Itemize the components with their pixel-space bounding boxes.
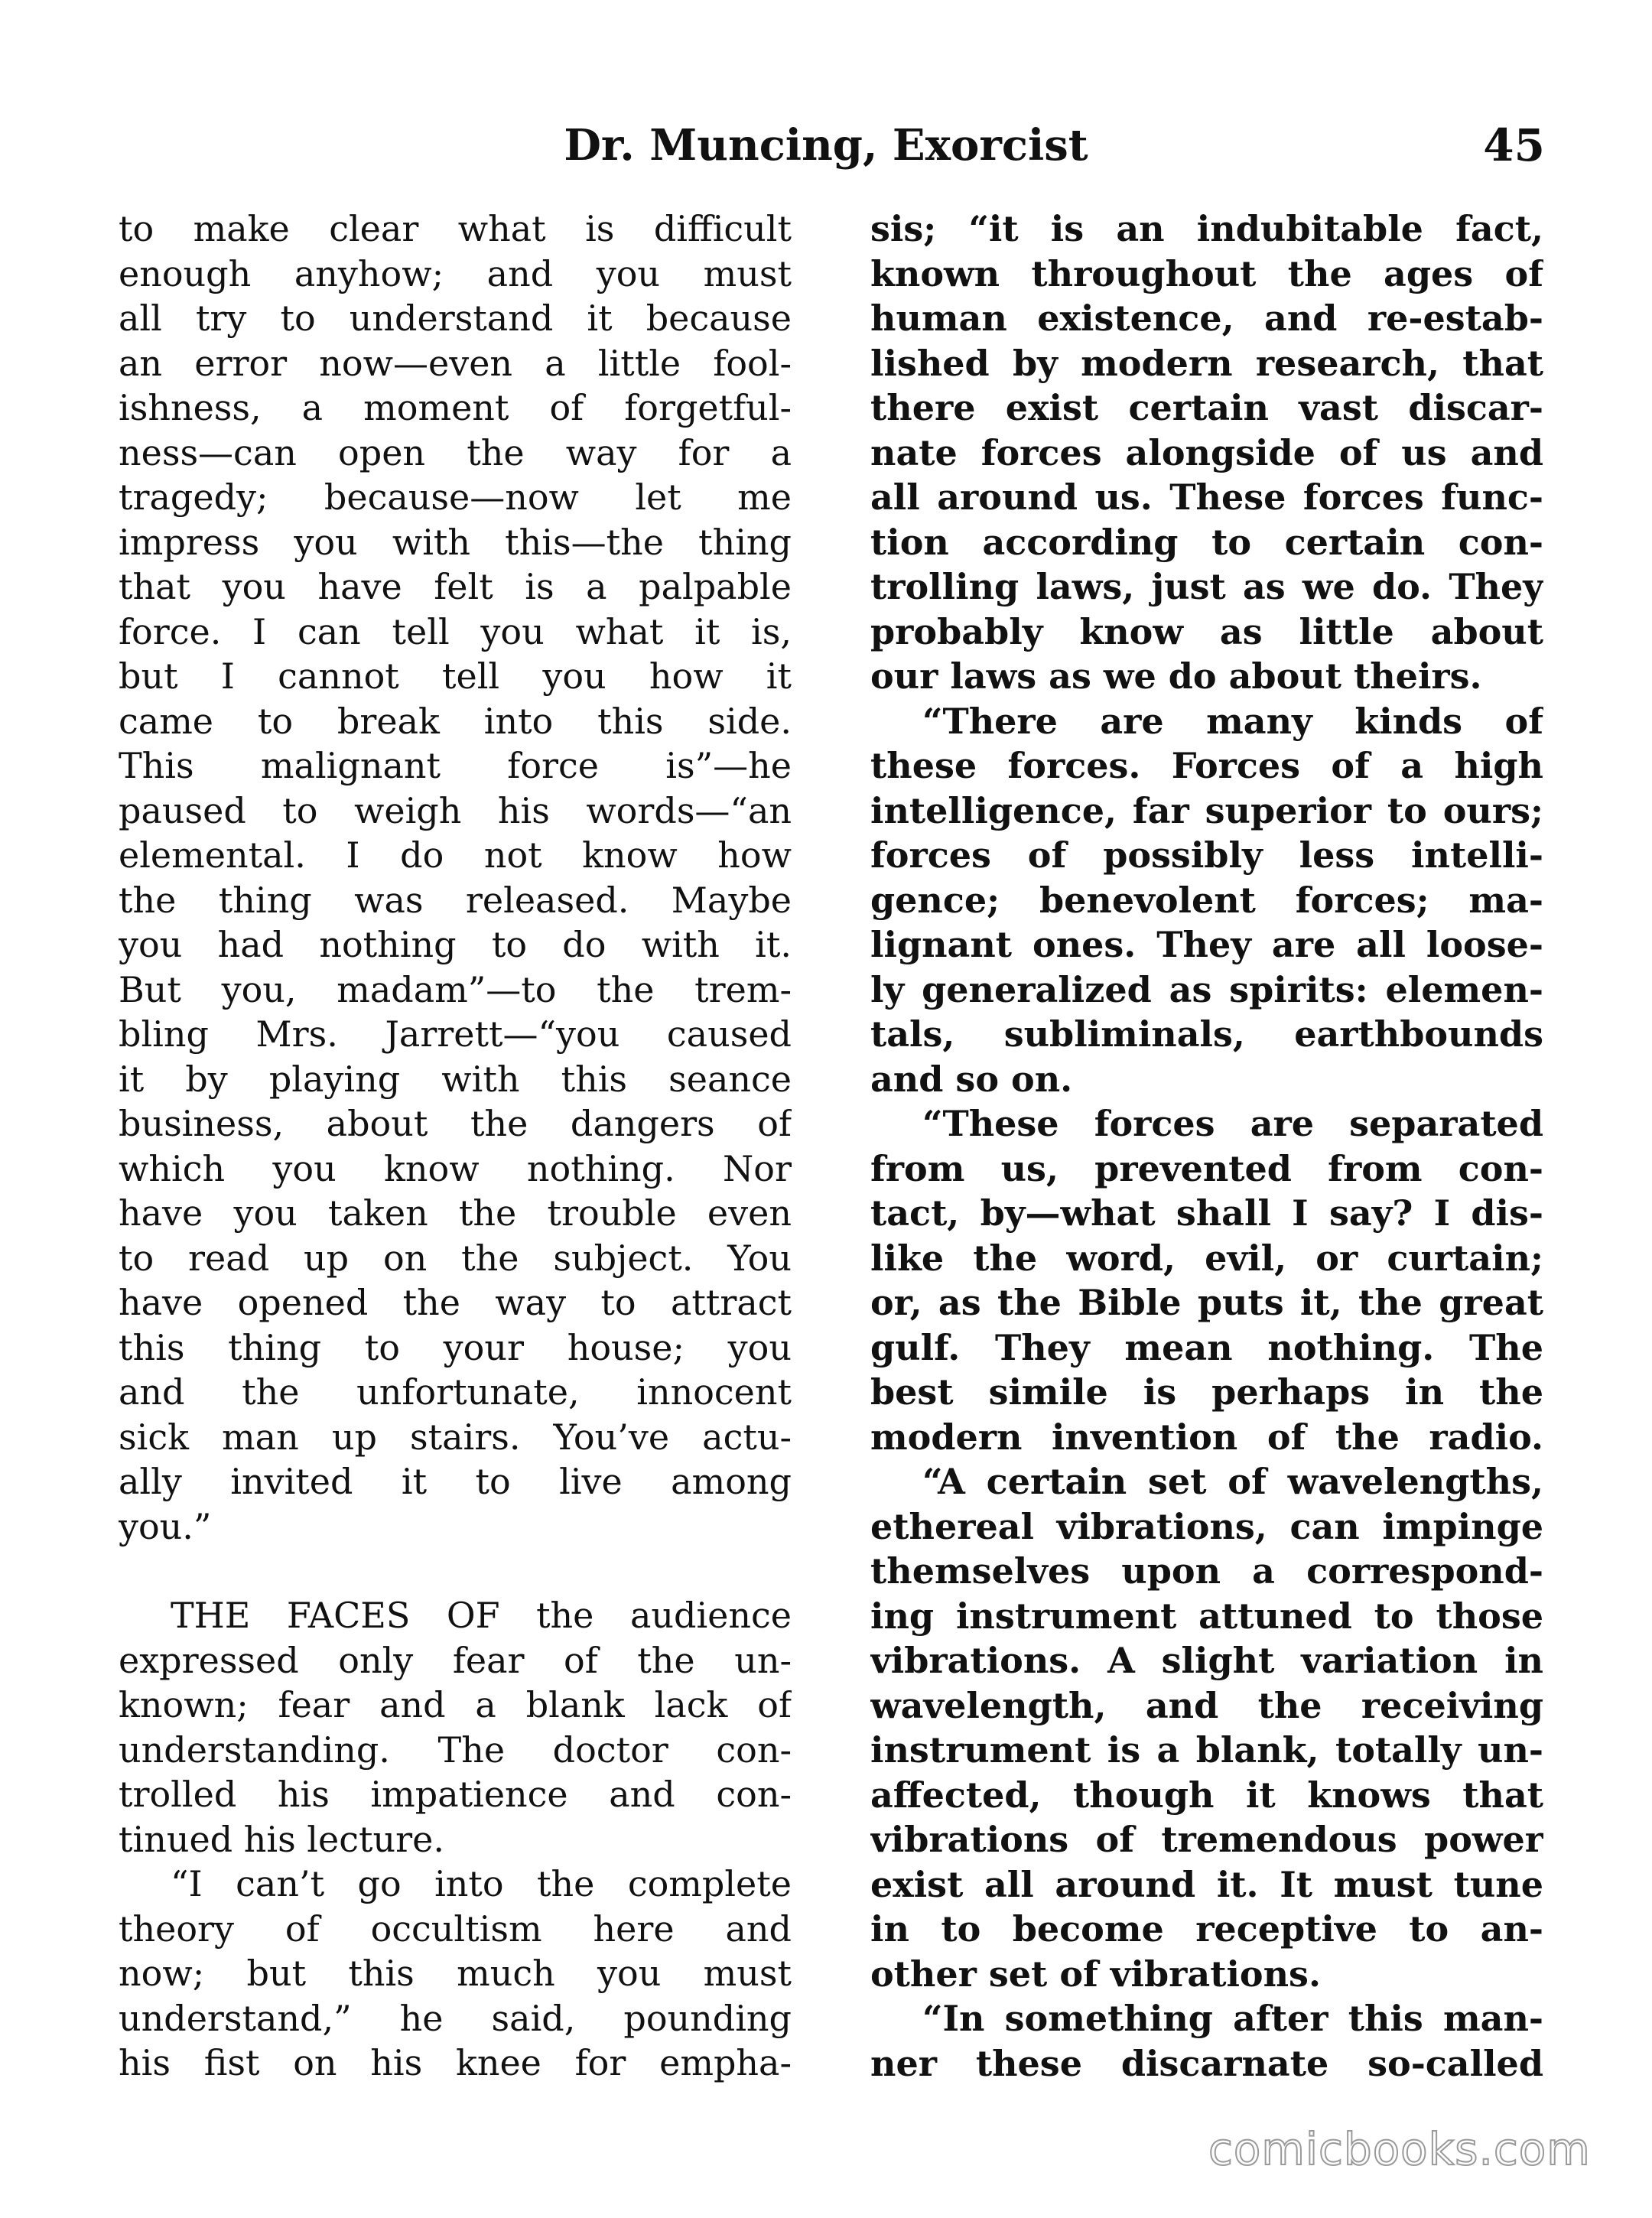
text-line: intelligence, far superior to ours;: [870, 789, 1543, 831]
text-line: modern invention of the radio.: [870, 1416, 1543, 1458]
text-line: ly generalized as spirits: elemen-: [870, 968, 1543, 1010]
text-line: like the word, evil, or curtain;: [870, 1237, 1543, 1279]
text-line: expressed only fear of the un-: [119, 1639, 792, 1681]
text-line: tragedy; because—now let me: [119, 476, 792, 518]
text-line: have opened the way to attract: [119, 1282, 792, 1323]
text-line: vibrations of tremendous power: [870, 1819, 1543, 1860]
text-line: ishness, a moment of forgetful-: [119, 387, 792, 428]
text-line: all try to understand it because: [119, 298, 792, 339]
text-line: affected, though it knows that: [870, 1774, 1543, 1816]
text-line: probably know as little about: [870, 610, 1543, 652]
text-line: his fist on his knee for empha-: [119, 2042, 792, 2083]
text-line: “There are many kinds of: [922, 700, 1543, 742]
text-line: “In something after this man-: [922, 1998, 1543, 2039]
text-line: tals, subliminals, earthbounds: [870, 1013, 1543, 1055]
text-line: our laws as we do about theirs.: [870, 655, 1482, 697]
text-line: enough anyhow; and you must: [119, 252, 792, 294]
text-line: have you taken the trouble even: [119, 1192, 792, 1234]
text-line: trolling laws, just as we do. They: [870, 566, 1543, 607]
text-line: this thing to your house; you: [119, 1326, 792, 1368]
text-line: understand,” he said, pounding: [119, 1997, 792, 2039]
text-line: But you, madam”—to the trem-: [119, 968, 792, 1010]
text-line: ner these discarnate so-called: [870, 2042, 1543, 2084]
text-line: paused to weigh his words—“an: [119, 789, 792, 831]
text-line: tion according to certain con-: [870, 521, 1543, 563]
text-line: impress you with this—the thing: [119, 521, 792, 563]
text-line: ing instrument attuned to those: [870, 1595, 1543, 1637]
text-line: sis; “it is an indubitable fact,: [870, 208, 1543, 249]
text-line: ness—can open the way for a: [119, 431, 792, 473]
text-line: human existence, and re-estab-: [870, 298, 1543, 339]
text-line: known throughout the ages of: [870, 252, 1543, 294]
left-text-column: [119, 207, 792, 2086]
text-line: exist all around it. It must tune: [870, 1863, 1543, 1905]
text-line: tact, by—what shall I say? I dis-: [870, 1192, 1543, 1234]
text-line: and the unfortunate, innocent: [119, 1371, 792, 1413]
text-line: themselves upon a correspond-: [870, 1550, 1543, 1592]
text-line: best simile is perhaps in the: [870, 1371, 1543, 1413]
text-line: understanding. The doctor con-: [119, 1729, 792, 1771]
text-line: “I can’t go into the complete: [171, 1863, 792, 1904]
text-line: an error now—even a little fool-: [119, 342, 792, 384]
text-line: or, as the Bible puts it, the great: [870, 1282, 1543, 1323]
text-line: tinued his lecture.: [119, 1818, 444, 1860]
text-line: “These forces are separated: [922, 1103, 1543, 1144]
page-number: 45: [1483, 119, 1545, 171]
text-line: it by playing with this seance: [119, 1058, 792, 1100]
text-line: known; fear and a blank lack of: [119, 1684, 792, 1725]
text-line: to make clear what is difficult: [119, 208, 792, 249]
text-line: bling Mrs. Jarrett—“you caused: [119, 1013, 792, 1055]
text-line: in to become receptive to an-: [870, 1908, 1543, 1950]
text-line: elemental. I do not know how: [119, 834, 792, 876]
running-header-title: Dr. Muncing, Exorcist: [564, 120, 1088, 171]
text-line: the thing was released. Maybe: [119, 879, 792, 921]
text-line: you.”: [119, 1505, 212, 1547]
text-line: forces of possibly less intelli-: [870, 834, 1543, 876]
text-line: wavelength, and the receiving: [870, 1684, 1543, 1726]
text-line: nate forces alongside of us and: [870, 431, 1543, 473]
text-line: lished by modern research, that: [870, 342, 1543, 384]
text-line: and so on.: [870, 1058, 1073, 1100]
text-line: sick man up stairs. You’ve actu-: [119, 1416, 792, 1458]
text-line: theory of occultism here and: [119, 1907, 792, 1950]
text-line: but I cannot tell you how it: [119, 655, 792, 697]
text-line: force. I can tell you what it is,: [119, 610, 792, 652]
text-line: ethereal vibrations, can impinge: [870, 1505, 1543, 1547]
watermark-logo: comicbooks.com: [1208, 2123, 1591, 2175]
text-line: to read up on the subject. You: [119, 1237, 792, 1279]
text-line: vibrations. A slight variation in: [870, 1640, 1543, 1681]
text-line: you had nothing to do with it.: [119, 924, 792, 965]
text-line: there exist certain vast discar-: [870, 387, 1543, 428]
right-text-column: [870, 207, 1543, 2086]
text-line: gence; benevolent forces; ma-: [870, 879, 1543, 921]
text-line: these forces. Forces of a high: [870, 745, 1543, 786]
text-line: came to break into this side.: [119, 700, 792, 742]
text-line: which you know nothing. Nor: [119, 1147, 792, 1189]
text-line: now; but this much you must: [119, 1953, 792, 1994]
text-line: other set of vibrations.: [870, 1953, 1321, 1995]
text-line: from us, prevented from con-: [870, 1147, 1543, 1189]
text-line: trolled his impatience and con-: [119, 1774, 792, 1815]
text-line: ally invited it to live among: [119, 1461, 792, 1502]
text-line: business, about the dangers of: [119, 1103, 792, 1144]
text-line: “A certain set of wavelengths,: [922, 1461, 1543, 1502]
text-line: that you have felt is a palpable: [119, 566, 792, 607]
text-line: instrument is a blank, totally un-: [870, 1729, 1543, 1771]
text-line: gulf. They mean nothing. The: [870, 1326, 1543, 1368]
text-line: all around us. These forces func-: [870, 476, 1543, 518]
text-line: lignant ones. They are all loose-: [870, 924, 1543, 965]
text-line: This malignant force is”—he: [119, 745, 792, 786]
text-line: THE FACES OF the audience: [171, 1595, 792, 1636]
